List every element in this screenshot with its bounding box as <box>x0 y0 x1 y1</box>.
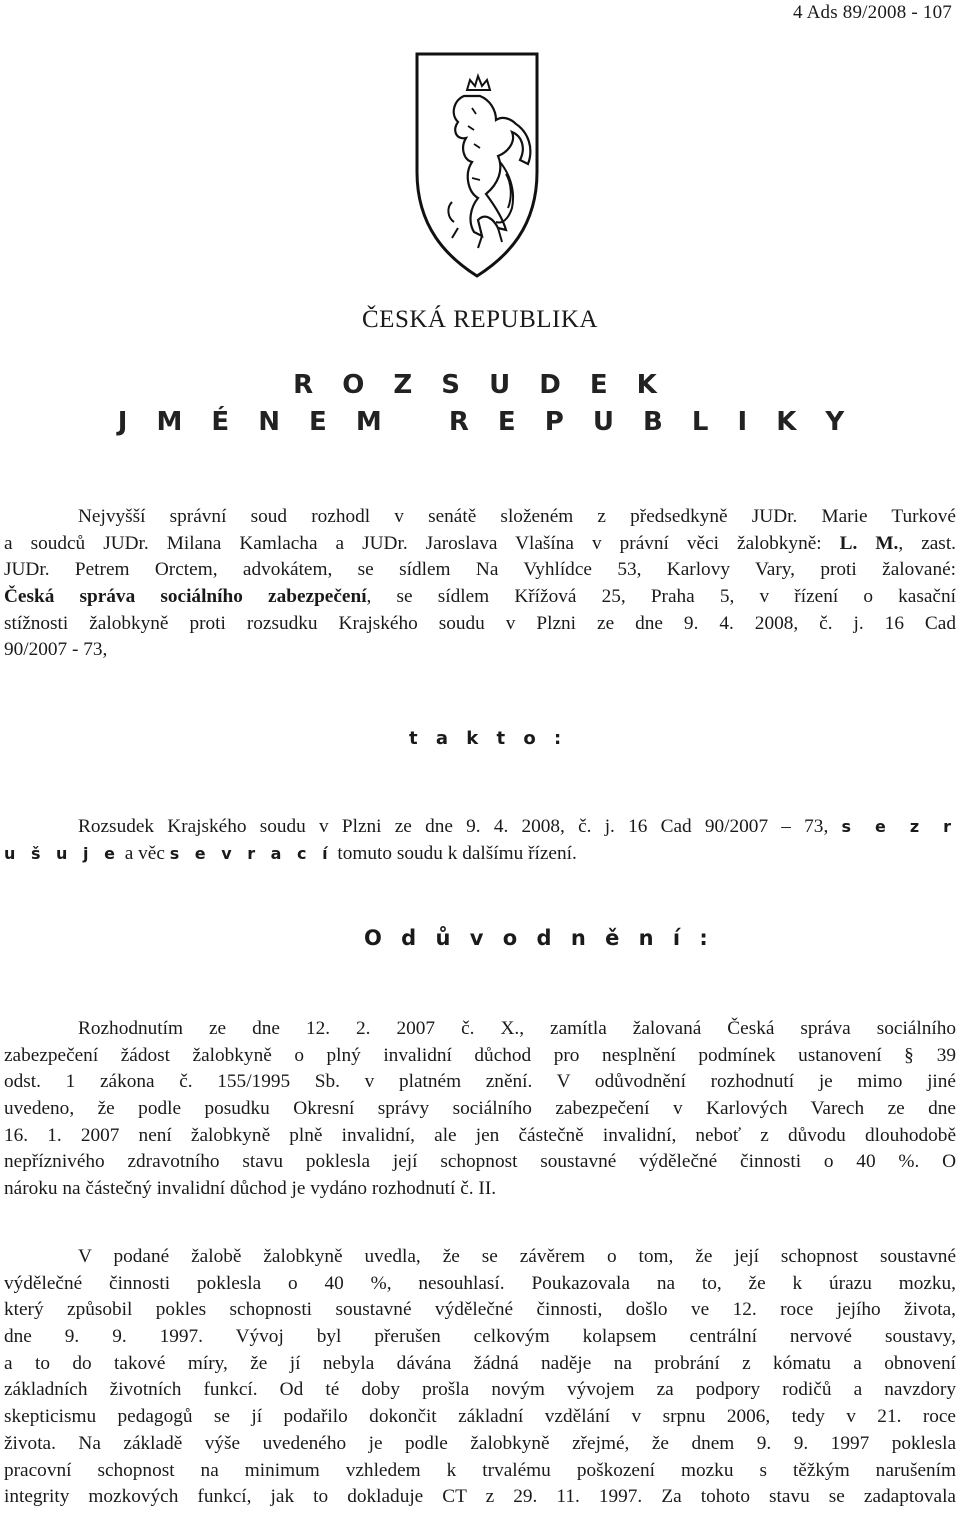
text-line: pracovní schopnost na minimum vzhledem k trvalému poškození mozku s těžkým narušením <box>4 1459 956 1481</box>
text-line: Rozsudek Krajského soudu v Plzni ze dne 9. 4. 2008, č. j. 16 Cad 90/2007 – 73, s e z r <box>78 816 956 837</box>
reasoning-paragraph-2 <box>4 1244 956 1511</box>
text-line: 16. 1. 2007 není žalobkyně plně invalidní, ale jen částečně invalidní, neboť z důvodu dlouhodobě <box>4 1124 956 1146</box>
text-line: a to do takové míry, že jí nebyla dávána žádná naděje na probrání z kómatu a obnovení <box>4 1352 956 1374</box>
text-line: Rozhodnutím ze dne 12. 2. 2007 č. X., zamítla žalovaná Česká správa sociálního <box>78 1018 956 1039</box>
text-line: základních životních funkcí. Od té doby prošla novým vývojem za podpory rodičů a navzdory <box>4 1379 956 1401</box>
text-line: života. Na základě výše uvedeného je podle žalobkyně zřejmé, že dnem 9. 9. 1997 poklesla <box>4 1432 956 1454</box>
country-name: ČESKÁ REPUBLIKA <box>362 306 598 333</box>
on-behalf-heading: J M É N E M R E P U B L I K Y <box>117 407 855 437</box>
ruling-heading: t a k t o : <box>409 728 568 749</box>
text-line: a soudců JUDr. Milana Kamlacha a JUDr. Jaroslava Vlašína v právní věci žalobkyně: L. M., zast. <box>4 532 956 554</box>
state-emblem-icon <box>412 52 542 280</box>
text-line: dne 9. 9. 1997. Vývoj byl přerušen celkovým kolapsem centrální nervové soustavy, <box>4 1326 956 1348</box>
text-line: V podané žalobě žalobkyně uvedla, že se závěrem o tom, že její schopnost soustavné <box>78 1246 956 1267</box>
text-line: stížnosti žalobkyně proti rozsudku Krajského soudu v Plzni ze dne 9. 4. 2008, č. j. 16 Cad <box>4 612 956 634</box>
text-line: u š u j e a věc s e v r a c í tomuto soudu k dalšímu řízení. <box>4 842 577 864</box>
text-line: integrity mozkových funkcí, jak to dokladuje CT z 29. 11. 1997. Za tohoto stavu se zadaptovala <box>4 1486 956 1508</box>
text-line: nepříznivého zdravotního stavu poklesla její schopnost soustavné výdělečné činnosti o 40 %. O <box>4 1151 956 1173</box>
text-line: 90/2007 - 73, <box>4 639 108 661</box>
text-line: výdělečné činnosti poklesla o 40 %, nesouhlasí. Poukazovala na to, že k úrazu mozku, <box>4 1272 956 1294</box>
text-line: Nejvyšší správní soud rozhodl v senátě složeném z předsedkyně JUDr. Marie Turkové <box>78 506 956 527</box>
verdict-paragraph <box>4 814 956 867</box>
intro-paragraph <box>4 504 956 664</box>
document-type-heading: R O Z S U D E K <box>293 370 667 400</box>
text-line: uvedeno, že podle posudku Okresní správy sociálního zabezpečení v Karlových Varech ze dne <box>4 1098 956 1120</box>
text-line: skepticismu pedagogů se jí podařilo dokončit základní vzdělání v srpnu 2006, tedy v 21. roce <box>4 1406 956 1428</box>
text-line: Česká správa sociálního zabezpečení, se sídlem Křížová 25, Praha 5, v řízení o kasační <box>4 586 956 608</box>
text-line: který způsobil pokles schopnosti soustavné výdělečné činnosti, došlo ve 12. roce jejího života, <box>4 1299 956 1321</box>
text-line: nároku na částečný invalidní důchod je vydáno rozhodnutí č. II. <box>4 1178 497 1200</box>
case-number: 4 Ads 89/2008 - 107 <box>793 2 952 23</box>
text-line: odst. 1 zákona č. 155/1995 Sb. v platném znění. V odůvodnění rozhodnutí je mimo jiné <box>4 1071 956 1093</box>
reasoning-paragraph-1 <box>4 1016 956 1203</box>
reasoning-heading: O d ů v o d n ě n í : <box>364 926 714 950</box>
section-sign-icon: § <box>904 1044 914 1066</box>
text-line: zabezpečení žádost žalobkyně o plný invalidní důchod pro nesplnění podmínek ustanovení § 39 <box>4 1043 956 1070</box>
text-line: JUDr. Petrem Orctem, advokátem, se sídlem Na Vyhlídce 53, Karlovy Vary, proti žalované: <box>4 559 956 581</box>
